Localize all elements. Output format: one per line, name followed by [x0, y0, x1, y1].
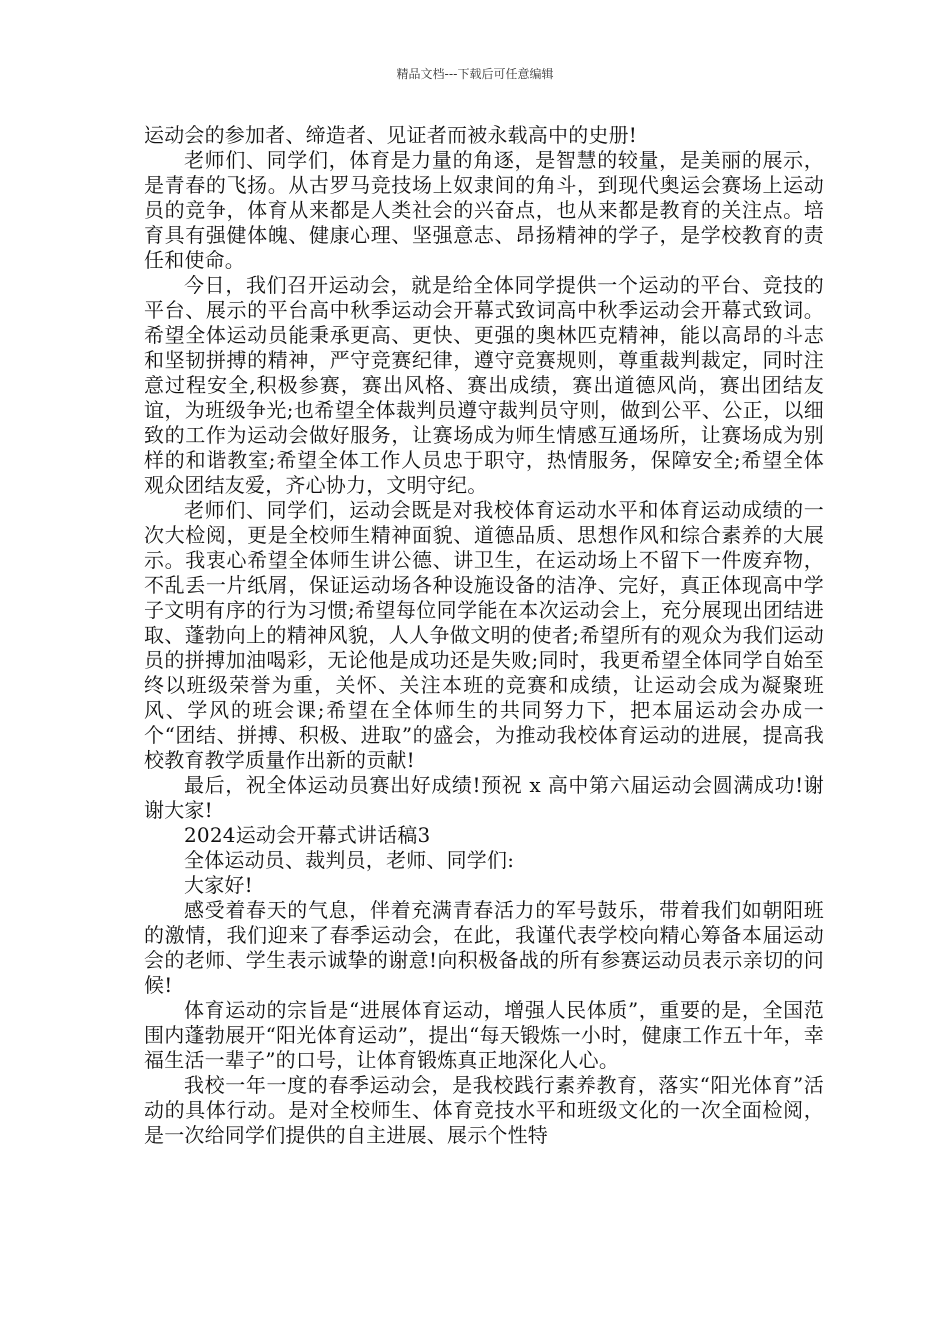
paragraph-7: 体育运动的宗旨是“进展体育运动，增强人民体质”，重要的是，全国范围内蓬勃展开“阳光体育运动”，提出“每天锻炼一小时，健康工作五十年，幸福生活一辈子”的口号，让体育锻炼真正地深化人心。: [144, 998, 824, 1072]
greeting: 大家好!: [184, 873, 253, 897]
paragraph-5: 最后，祝全体运动员赛出好成绩!预祝 x 高中第六届运动会圆满成功!谢谢大家!: [144, 773, 824, 822]
paragraph-6: 感受着春天的气息，伴着充满青春活力的军号鼓乐，带着我们如朝阳班的激情，我们迎来了春季运动会，在此，我谨代表学校向精心筹备本届运动会的老师、学生表示诚挚的谢意!向积极备战的所有参赛运动员表示亲切的问候!: [144, 898, 824, 997]
paragraph-3: 今日，我们召开运动会，就是给全体同学提供一个运动的平台、竞技的平台、展示的平台高中秋季运动会开幕式致词高中秋季运动会开幕式致词。希望全体运动员能秉承更高、更快、更强的奥林匹克精神，能以高昂的斗志和坚韧拼搏的精神，严守竞赛纪律，遵守竞赛规则，尊重裁判裁定，同时注意过程安全,积极参赛，赛出风格、赛出成绩，赛出道德风尚，赛出团结友谊，为班级争光;也希望全体裁判员遵守裁判员守则，做到公平、公正，以细致的工作为运动会做好服务，让赛场成为师生情感互通场所，让赛场成为别样的和谐教室;希望全体工作人员忠于职守，热情服务，保障安全;希望全体观众团结友爱，齐心协力，文明守纪。: [144, 273, 824, 497]
paragraph-2: 老师们、同学们，体育是力量的角逐，是智慧的较量，是美丽的展示，是青春的飞扬。从古罗马竞技场上奴隶间的角斗，到现代奥运会赛场上运动员的竞争，体育从来都是人类社会的兴奋点，也从来都是教育的关注点。培育具有强健体魄、健康心理、坚强意志、昂扬精神的学子，是学校教育的责任和使命。: [144, 148, 824, 272]
paragraph-4: 老师们、同学们，运动会既是对我校体育运动水平和体育运动成绩的一次大检阅，更是全校师生精神面貌、道德品质、思想作风和综合素养的大展示。我衷心希望全体师生讲公德、讲卫生，在运动场上不留下一件废弃物，不乱丢一片纸屑，保证运动场各种设施设备的洁净、完好，真正体现高中学子文明有序的行为习惯;希望每位同学能在本次运动会上，充分展现出团结进取、蓬勃向上的精神风貌，人人争做文明的使者;希望所有的观众为我们运动员的拼搏加油喝彩，无论他是成功还是失败;同时，我更希望全体同学自始至终以班级荣誉为重，关怀、关注本班的竞赛和成绩，让运动会成为凝聚班风、学风的班会课;希望在全体师生的共同努力下，把本届运动会办成一个“团结、拼搏、积极、进取”的盛会，为推动我校体育运动的进展，提高我校教育教学质量作出新的贡献!: [144, 498, 824, 772]
document-body: [144, 123, 824, 1148]
section-heading: 2024运动会开幕式讲话稿3: [184, 823, 431, 847]
paragraph-1: 运动会的参加者、缔造者、见证者而被永载高中的史册!: [144, 123, 638, 147]
page-header: 精品文档---下载后可任意编辑: [396, 67, 554, 81]
salutation: 全体运动员、裁判员，老师、同学们:: [184, 848, 515, 872]
paragraph-8: 我校一年一度的春季运动会，是我校践行素养教育，落实“阳光体育”活动的具体行动。是对全校师生、体育竞技水平和班级文化的一次全面检阅，是一次给同学们提供的自主进展、展示个性特: [144, 1073, 824, 1147]
